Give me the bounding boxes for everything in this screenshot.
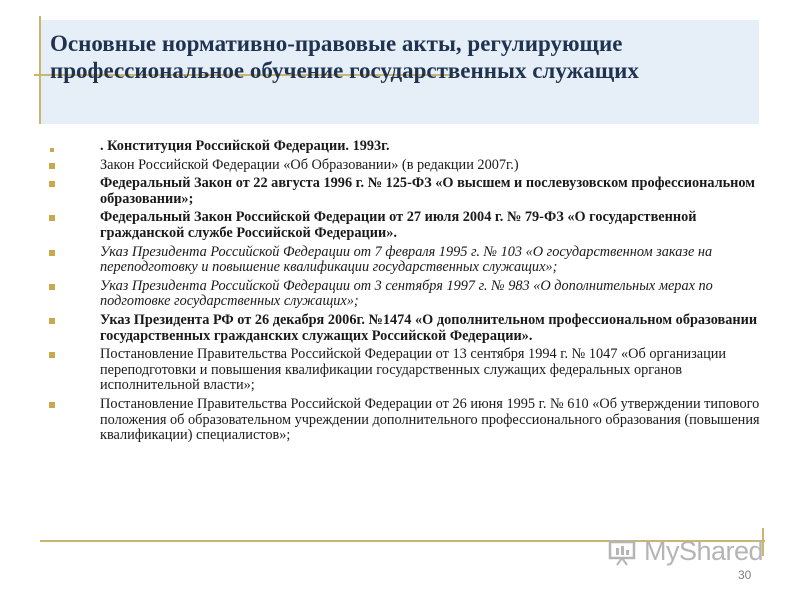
list-item-text: Федеральный Закон от 22 августа 1996 г. № 125-ФЗ «О высшем и послевузовском профессиональном образовании»; <box>100 175 756 207</box>
list-item-text: Постановление Правительства Российской Федерации от 13 сентября 1994 г. № 1047 «Об организации переподготовки и повышения квалификации государственных служащих федеральных органов исполнительной власти»; <box>100 346 727 394</box>
list-item <box>46 158 762 174</box>
list-item <box>46 279 762 310</box>
bullet-icon <box>49 352 55 358</box>
decorative-vertical-line <box>39 16 41 124</box>
list-item <box>46 347 762 394</box>
list-item <box>46 397 762 444</box>
bullet-icon <box>49 215 55 221</box>
list-item <box>46 245 762 276</box>
bullet-icon <box>49 318 55 324</box>
acts-list <box>46 139 762 447</box>
list-item-text: Постановление Правительства Российской Федерации от 26 июня 1995 г. № 610 «Об утверждении типового положения об образовательном учреждении дополнительного профессионального образования (повышения квалификации) специалистов»; <box>100 395 760 444</box>
bullet-icon <box>49 163 55 169</box>
list-item-text: Закон Российской Федерации «Об Образовании» (в редакции 2007г.) <box>100 156 519 173</box>
presentation-board-icon <box>608 540 638 566</box>
list-item-text: Федеральный Закон Российской Федерации от 27 июля 2004 г. № 79-ФЗ «О государственной гражданской службе Российской Федерации». <box>100 209 697 241</box>
slide-title: Основные нормативно-правовые акты, регулирующие профессиональное обучение государственных служащих <box>50 31 639 83</box>
bullet-icon <box>49 250 55 256</box>
logo-text: MyShared <box>644 536 764 566</box>
list-item <box>46 313 762 344</box>
myshared-logo <box>608 536 768 570</box>
bullet-icon <box>49 284 55 290</box>
bullet-icon <box>50 148 54 152</box>
bullet-icon <box>49 181 55 187</box>
bullet-icon <box>49 402 55 408</box>
list-item <box>46 139 762 155</box>
list-item-text: Указ Президента Российской Федерации от 3 сентября 1997 г. № 983 «О дополнительных мерах по подготовке государственных служащих»; <box>100 277 713 310</box>
page-number: 30 <box>738 568 752 582</box>
list-item-text: . Конституция Российской Федерации. 1993г. <box>100 138 390 154</box>
list-item <box>46 210 762 241</box>
list-item-text: Указ Президента Российской Федерации от 7 февраля 1995 г. № 103 «О государственном заказе на переподготовку и повышение квалификации государственных служащих»; <box>100 243 713 276</box>
list-item-text: Указ Президента РФ от 26 декабря 2006г. №1474 «О дополнительном профессиональном образовании государственных гражданских служащих Российской Федерации». <box>100 311 758 344</box>
list-item <box>46 176 762 207</box>
